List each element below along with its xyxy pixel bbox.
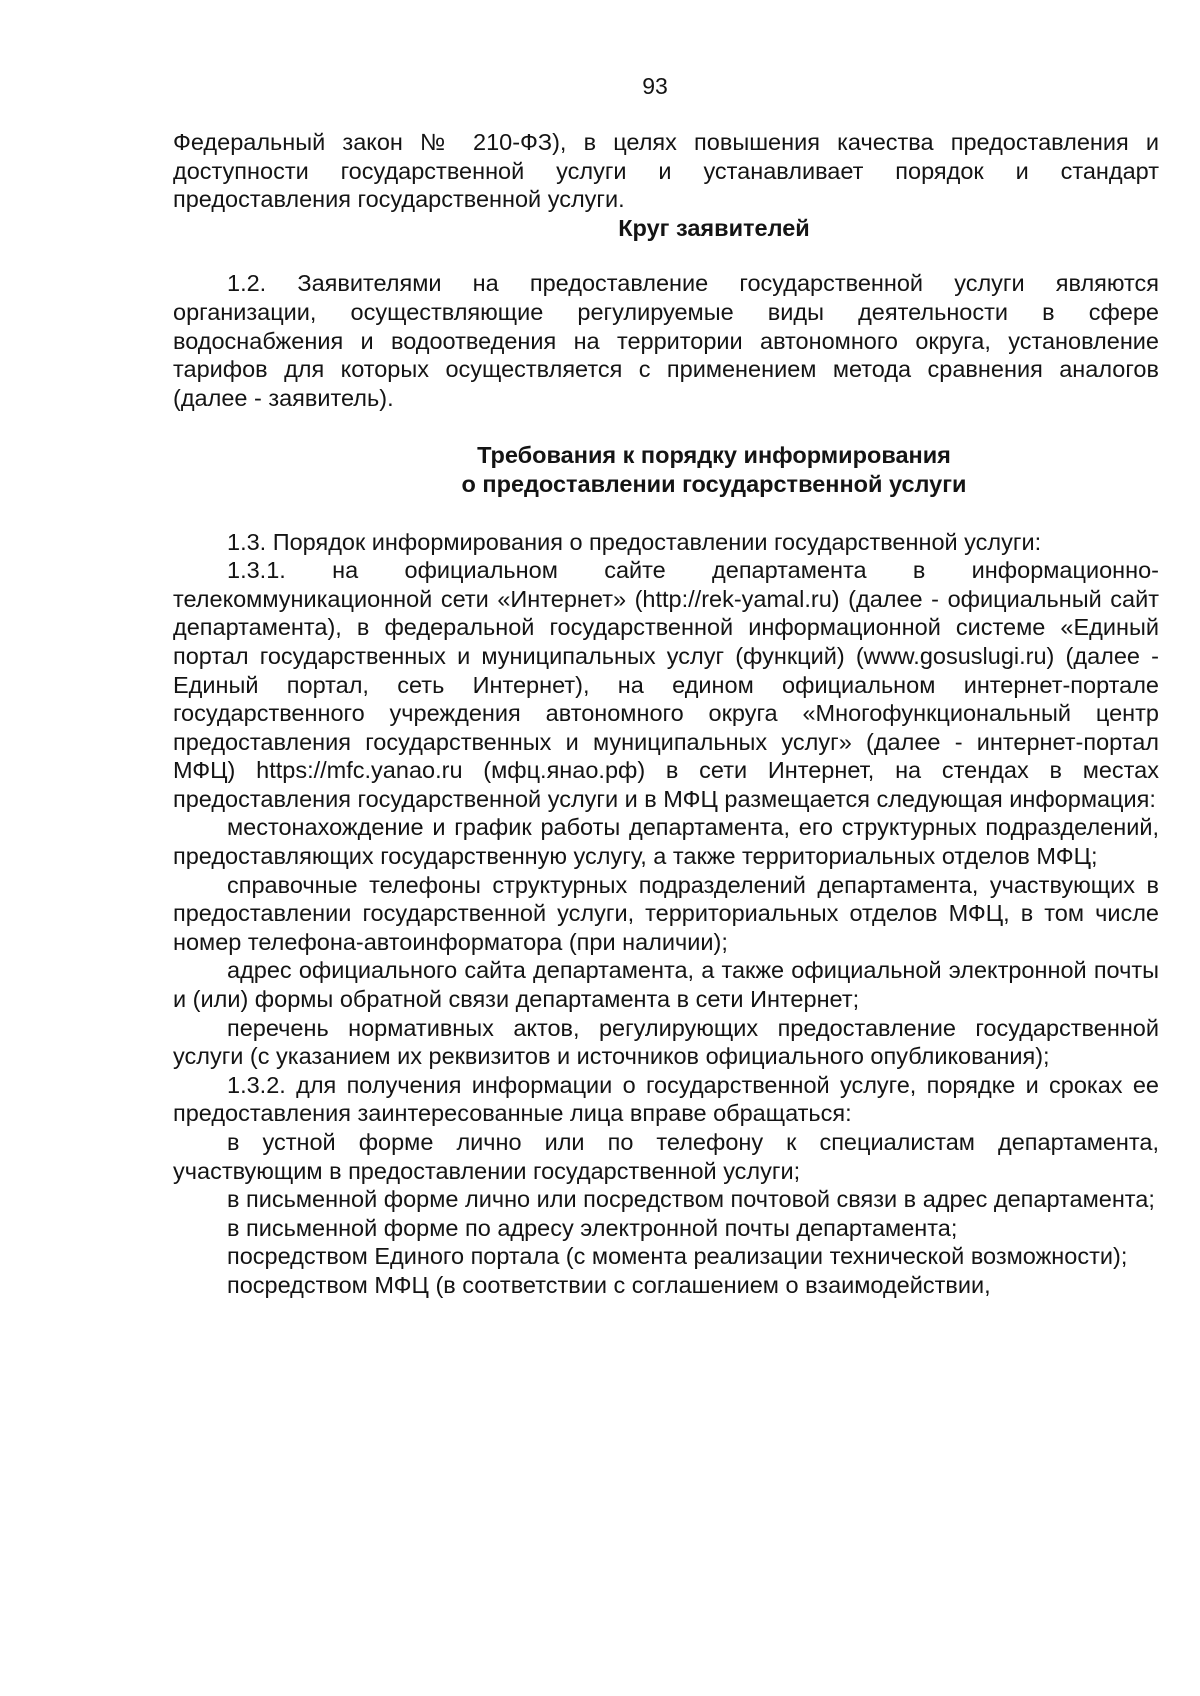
contact-item-mfc: посредством МФЦ (в соответствии с соглашением о взаимодействии, <box>227 1271 991 1298</box>
info-item-website: адрес официального сайта департамента, а также официальной электронной почты и (или) формы обратной связи департамента в сети Интернет; <box>173 957 1159 1013</box>
contact-item-oral: в устной форме лично или по телефону к специалистам департамента, участвующим в предоставлении государственной услуги; <box>173 1129 1159 1184</box>
info-item-regulations: перечень нормативных актов, регулирующих предоставление государственной услуги (с указанием их реквизитов и источников официального опубликования); <box>173 1014 1159 1070</box>
page-number: 93 <box>642 73 668 99</box>
info-item-location: местонахождение и график работы департамента, его структурных подразделений, предоставляющих государственную услугу, а также территориальных отделов МФЦ; <box>173 814 1159 870</box>
page-body <box>173 128 1159 1300</box>
contact-item-portal: посредством Единого портала (с момента реализации технической возможности); <box>227 1243 1128 1270</box>
paragraph-1-3: 1.3. Порядок информирования о предоставлении государственной услуги: <box>227 528 1042 555</box>
heading-requirements-line-2: о предоставлении государственной услуги <box>461 470 967 497</box>
heading-requirements-line-1: Требования к порядку информирования <box>477 442 951 469</box>
paragraph-1-2: 1.2. Заявителями на предоставление государственной услуги являются организации, осуществляющие регулируемые виды деятельности в сфере водоснабжения и водоотведения на территории автономного округа, установление тарифов для которых осуществляется с применением метода сравнения аналогов (далее - заявитель). <box>173 270 1159 411</box>
paragraph-1-3-2: 1.3.2. для получения информации о государственной услуге, порядке и сроках ее предоставления заинтересованные лица вправе обращаться: <box>173 1071 1159 1127</box>
heading-requirements <box>173 441 1159 498</box>
paragraph-1-3-1: 1.3.1. на официальном сайте департамента в информационно-телекоммуникационной сети «Интернет» (http://rek-yamal.ru) (далее - официальный сайт департамента), в федеральной государственной информационной системе «Единый портал государственных и муниципальных услуг (функций) (www.gosuslugi.ru) (далее - Единый портал, сеть Интернет), на едином официальном интернет-портале государственного учреждения автономного округа «Многофункциональный центр предоставления государственных и муниципальных услуг» (далее - интернет-портал МФЦ) https://mfc.yanao.ru (мфц.янао.рф) в сети Интернет, на стендах в местах предоставления государственной услуги и в МФЦ размещается следующая информация: <box>173 557 1159 812</box>
heading-applicants: Круг заявителей <box>618 214 810 241</box>
contact-item-written-post: в письменной форме лично или посредством почтовой связи в адрес департамента; <box>227 1186 1155 1213</box>
contact-item-email: в письменной форме по адресу электронной почты департамента; <box>227 1214 958 1241</box>
info-item-phones: справочные телефоны структурных подразделений департамента, участвующих в предоставлении государственной услуги, территориальных отделов МФЦ, в том числе номер телефона-автоинформатора (при наличии); <box>173 871 1159 955</box>
intro-paragraph: Федеральный закон № 210-ФЗ), в целях повышения качества предоставления и доступности государственной услуги и устанавливает порядок и стандарт предоставления государственной услуги. <box>173 129 1159 213</box>
